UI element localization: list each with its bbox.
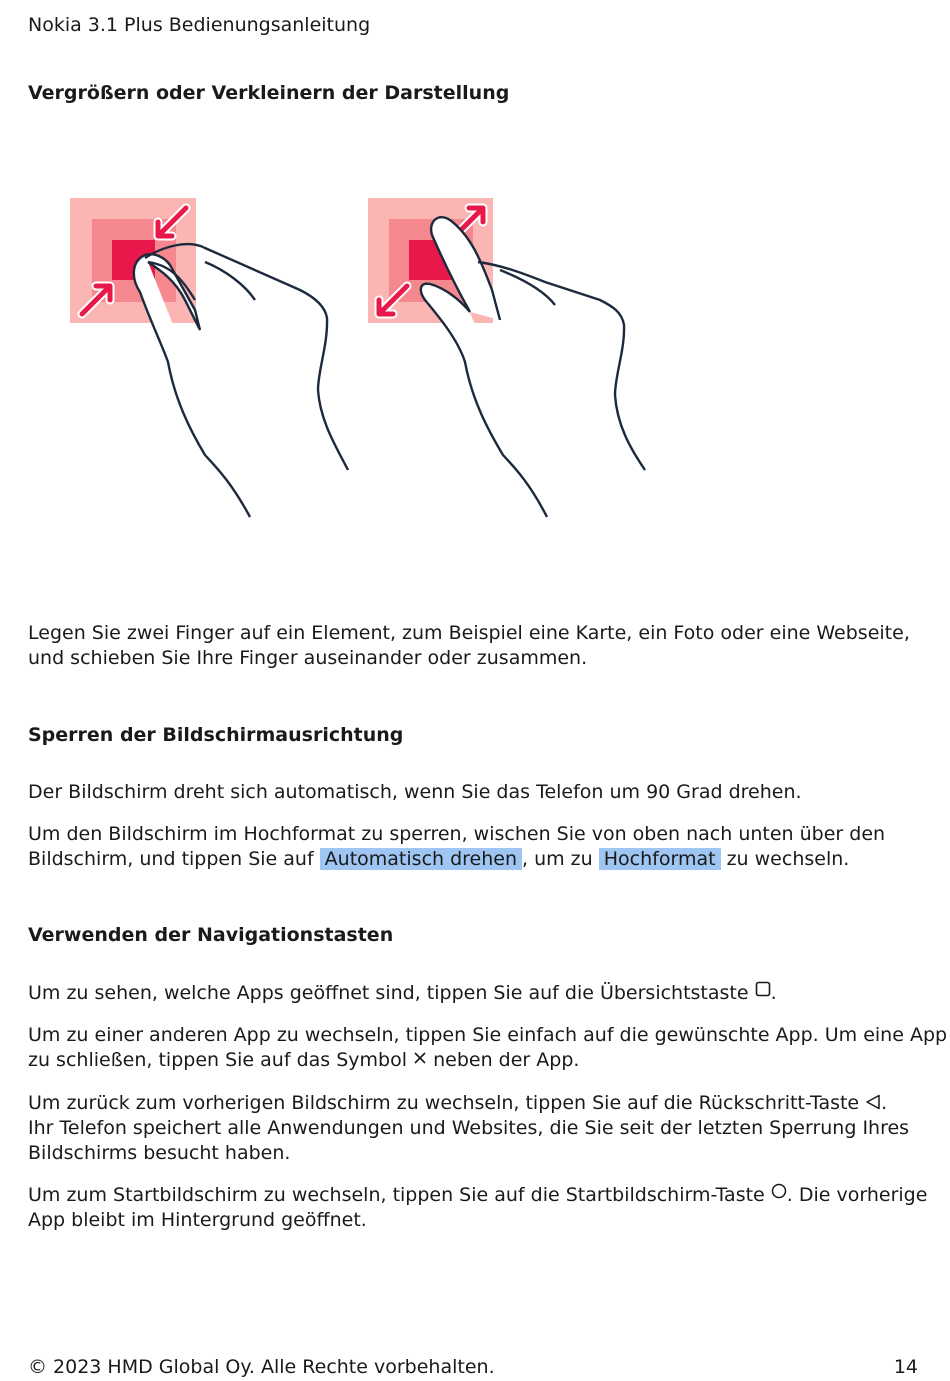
footer-copyright: © 2023 HMD Global Oy. Alle Rechte vorbehalten. <box>28 1356 495 1378</box>
orientation-text-a: Bildschirm, und tippen Sie auf <box>28 848 320 870</box>
heading-navigation: Verwenden der Navigationstasten <box>28 924 394 946</box>
nav-p1-end: . <box>770 982 777 1004</box>
page-number: 14 <box>893 1356 918 1378</box>
orientation-text-b: , um zu <box>522 848 599 870</box>
nav-paragraph4-line2: App bleibt im Hintergrund geöffnet. <box>28 1209 367 1231</box>
nav-p4-text-a: Um zum Startbildschirm zu wechseln, tippen Sie auf die Startbildschirm-Taste <box>28 1184 765 1206</box>
pinch-in-illustration <box>70 198 348 517</box>
home-circle-icon <box>771 1183 787 1199</box>
portrait-highlight: Hochformat <box>599 848 721 870</box>
back-triangle-icon <box>865 1094 881 1110</box>
nav-p2-text-b: neben der App. <box>433 1049 580 1071</box>
auto-rotate-highlight: Automatisch drehen <box>320 848 522 870</box>
orientation-paragraph2-line2 <box>28 847 849 872</box>
zoom-paragraph-line2: und schieben Sie Ihre Finger auseinander oder zusammen. <box>28 647 588 669</box>
heading-orientation: Sperren der Bildschirmausrichtung <box>28 724 404 746</box>
zoom-paragraph-line1: Legen Sie zwei Finger auf ein Element, zum Beispiel eine Karte, ein Foto oder eine Webseite, <box>28 622 910 644</box>
nav-p3-end: . <box>881 1092 888 1114</box>
nav-p3-text: Um zurück zum vorherigen Bildschirm zu wechseln, tippen Sie auf die Rückschritt-Taste <box>28 1092 860 1114</box>
nav-paragraph3-line2: Ihr Telefon speichert alle Anwendungen und Websites, die Sie seit der letzten Sperrung Ihres <box>28 1117 910 1139</box>
nav-p1-text: Um zu sehen, welche Apps geöffnet sind, tippen Sie auf die Übersichtstaste <box>28 982 749 1004</box>
heading-zoom: Vergrößern oder Verkleinern der Darstellung <box>28 82 510 104</box>
pinch-out-illustration <box>368 198 645 517</box>
nav-paragraph2-line2 <box>28 1048 579 1073</box>
overview-square-icon <box>755 981 771 997</box>
nav-paragraph3-line3: Bildschirms besucht haben. <box>28 1142 291 1164</box>
nav-paragraph4-line1 <box>28 1183 927 1208</box>
pinch-illustration <box>60 190 660 530</box>
orientation-text-c: zu wechseln. <box>720 848 850 870</box>
document-header: Nokia 3.1 Plus Bedienungsanleitung <box>28 14 371 36</box>
nav-p4-text-b: . Die vorherige <box>786 1184 928 1206</box>
nav-paragraph2-line1: Um zu einer anderen App zu wechseln, tippen Sie einfach auf die gewünschte App. Um eine App <box>28 1024 948 1046</box>
nav-paragraph3-line1 <box>28 1091 887 1116</box>
nav-paragraph1 <box>28 981 777 1006</box>
nav-p2-text-a: zu schließen, tippen Sie auf das Symbol <box>28 1049 407 1071</box>
close-x-icon <box>413 1051 427 1065</box>
orientation-paragraph2-line1: Um den Bildschirm im Hochformat zu sperren, wischen Sie von oben nach unten über den <box>28 823 886 845</box>
orientation-paragraph1: Der Bildschirm dreht sich automatisch, wenn Sie das Telefon um 90 Grad drehen. <box>28 781 802 803</box>
